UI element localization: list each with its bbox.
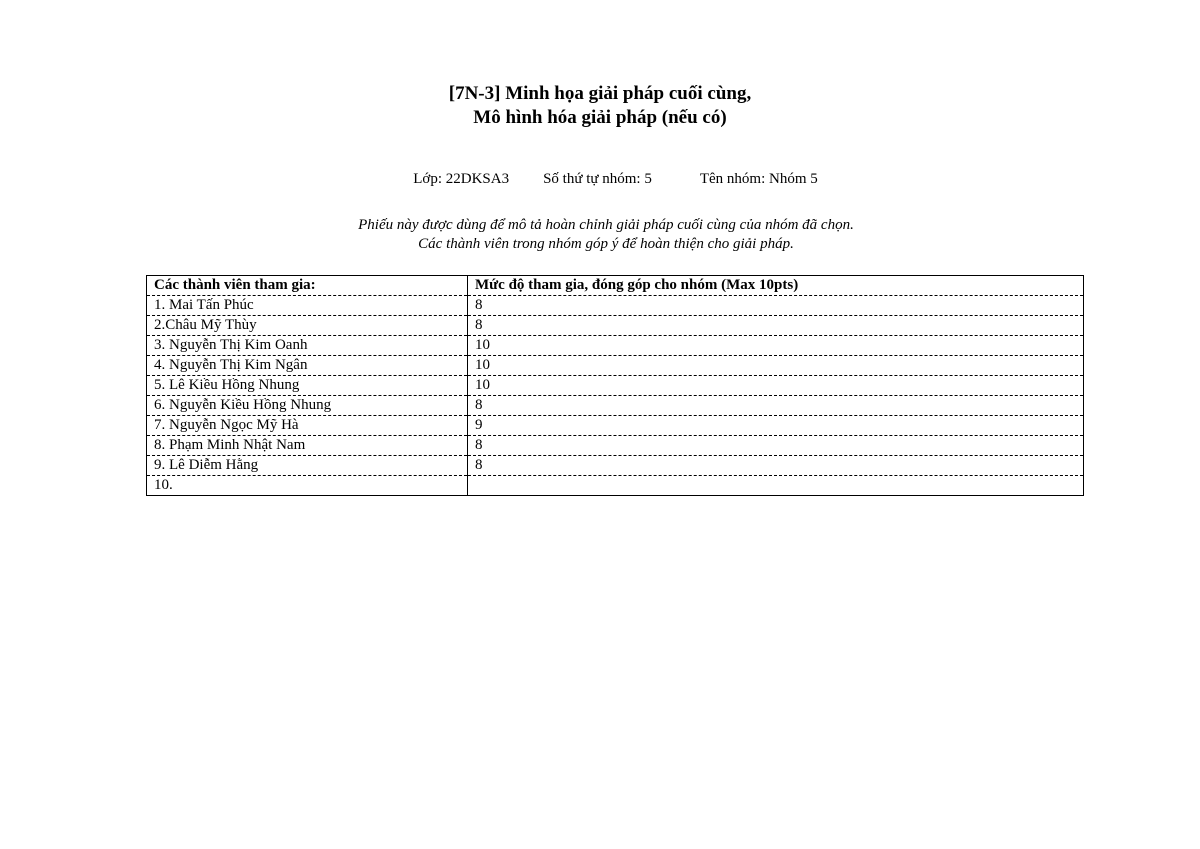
document-title xyxy=(0,82,1200,130)
table-row xyxy=(147,296,1084,316)
member-score-cell: 8 xyxy=(468,296,1084,316)
member-score-cell: 9 xyxy=(468,416,1084,436)
member-name-cell: 2.Châu Mỹ Thùy xyxy=(147,316,468,336)
member-name-cell: 10. xyxy=(147,476,468,496)
group-number-label: Số thứ tự nhóm: 5 xyxy=(543,171,652,187)
member-score-cell: 8 xyxy=(468,396,1084,416)
member-name-cell: 5. Lê Kiều Hồng Nhung xyxy=(147,376,468,396)
table-row xyxy=(147,376,1084,396)
table-row xyxy=(147,336,1084,356)
member-score-cell: 8 xyxy=(468,456,1084,476)
group-name-label: Tên nhóm: Nhóm 5 xyxy=(699,171,818,187)
member-name-cell: 8. Phạm Minh Nhật Nam xyxy=(147,436,468,456)
member-name-cell: 6. Nguyễn Kiều Hồng Nhung xyxy=(147,396,468,416)
member-score-cell: 10 xyxy=(468,336,1084,356)
member-name-cell: 1. Mai Tấn Phúc xyxy=(147,296,468,316)
group-info xyxy=(0,170,1200,188)
member-score-cell xyxy=(468,476,1084,496)
member-name-cell: 9. Lê Diễm Hằng xyxy=(147,456,468,476)
table-row xyxy=(147,456,1084,476)
member-score-cell: 8 xyxy=(468,316,1084,336)
table-row xyxy=(147,396,1084,416)
table-header-row xyxy=(147,276,1084,296)
class-label: Lớp: 22DKSA3 xyxy=(413,171,510,187)
member-name-cell: 7. Nguyễn Ngọc Mỹ Hà xyxy=(147,416,468,436)
header-contribution: Mức độ tham gia, đóng góp cho nhóm (Max 10pts) xyxy=(468,276,1084,296)
header-members: Các thành viên tham gia: xyxy=(147,276,468,296)
table-row xyxy=(147,416,1084,436)
table-row xyxy=(147,356,1084,376)
title-line-2: Mô hình hóa giải pháp (nếu có) xyxy=(473,107,727,128)
member-score-cell: 10 xyxy=(468,376,1084,396)
table-row xyxy=(147,316,1084,336)
note-line-1: Phiếu này được dùng để mô tả hoàn chỉnh giải pháp cuối cùng của nhóm đã chọn. xyxy=(358,217,854,233)
note-line-2: Các thành viên trong nhóm góp ý để hoàn thiện cho giải pháp. xyxy=(418,236,794,252)
instructions-note xyxy=(0,216,1200,254)
member-score-cell: 10 xyxy=(468,356,1084,376)
table-row xyxy=(147,476,1084,496)
table-row xyxy=(147,436,1084,456)
member-name-cell: 4. Nguyễn Thị Kim Ngân xyxy=(147,356,468,376)
members-table xyxy=(146,275,1084,496)
title-line-1: [7N-3] Minh họa giải pháp cuối cùng, xyxy=(448,83,752,104)
member-name-cell: 3. Nguyễn Thị Kim Oanh xyxy=(147,336,468,356)
member-score-cell: 8 xyxy=(468,436,1084,456)
